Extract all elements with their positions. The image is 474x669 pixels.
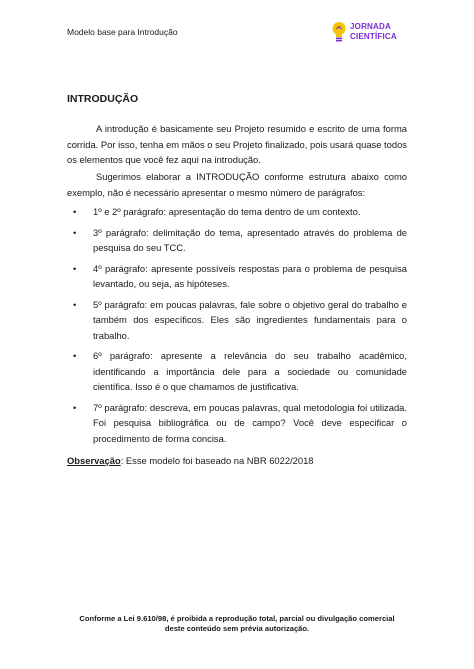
footer-line-1: Conforme a Lei 9.610/98, é proibida a reprodução total, parcial ou divulgação comercial	[79, 614, 395, 623]
list-item	[67, 261, 407, 292]
observation-label: Observação	[67, 455, 121, 466]
observation	[67, 455, 314, 466]
jornada-cientifica-logo	[331, 19, 411, 45]
logo-line-1: JORNADA	[350, 22, 391, 31]
logo-text	[350, 22, 397, 41]
list-item	[67, 297, 407, 344]
list-item	[67, 204, 407, 220]
bullet-icon: •	[73, 401, 77, 413]
observation-text: : Esse modelo foi baseado na NBR 6022/2018	[120, 455, 314, 466]
list-item-text: 3º parágrafo: delimitação do tema, apresentado através do problema de pesquisa do seu TCC.	[93, 226, 407, 253]
footer-line-2: deste conteúdo sem prévia autorização.	[164, 624, 310, 633]
bullet-icon: •	[73, 350, 77, 361]
page-title: INTRODUÇÃO	[67, 93, 139, 105]
list-item-text: 4º parágrafo: apresente possíveis respostas para o problema de pesquisa levantado, ou seja, as hipóteses.	[93, 262, 407, 289]
list-item-text: 7º parágrafo: descreva, em poucas palavras, qual metodologia foi utilizada. Foi pesquisa bibliográfica ou de campo? Você deve especificar o procedimento de forma concisa.	[93, 401, 407, 444]
list-item-text: 1º e 2º parágrafo: apresentação do tema dentro de um contexto.	[93, 206, 361, 217]
bullet-icon: •	[73, 206, 77, 217]
intro-paragraph-1: A introdução é basicamente seu Projeto resumido e escrito de uma forma corrida. Por isso, tenha em mãos o seu Projeto finalizado, pois usará quase todos os elementos que você fez aqui na introdução.	[67, 123, 407, 165]
structure-list	[67, 204, 407, 451]
list-item	[67, 400, 407, 447]
bullet-icon: •	[73, 262, 77, 274]
list-item	[67, 348, 407, 395]
list-item-text: 5º parágrafo: em poucas palavras, fale sobre o objetivo geral do trabalho e também dos específicos. Eles são ingredientes fundamentais para o trabalho.	[93, 298, 407, 341]
bullet-icon: •	[73, 298, 77, 310]
list-item-text: 6º parágrafo: apresente a relevância do seu trabalho acadêmico, identificando a importância dele para a sociedade ou comunidade científica. Isso é o que chamamos de justificativa.	[93, 350, 407, 392]
header-title: Modelo base para Introdução	[67, 27, 178, 37]
list-item	[67, 225, 407, 256]
lightbulb-icon	[331, 21, 347, 43]
bullet-icon: •	[73, 226, 77, 238]
copyright-footer	[40, 614, 434, 634]
logo-line-2: CIENTÍFICA	[350, 31, 397, 41]
intro-paragraph-2: Sugerimos elaborar a INTRODUÇÃO conforme estrutura abaixo como exemplo, não é necessário apresentar o mesmo número de parágrafos:	[67, 171, 407, 198]
